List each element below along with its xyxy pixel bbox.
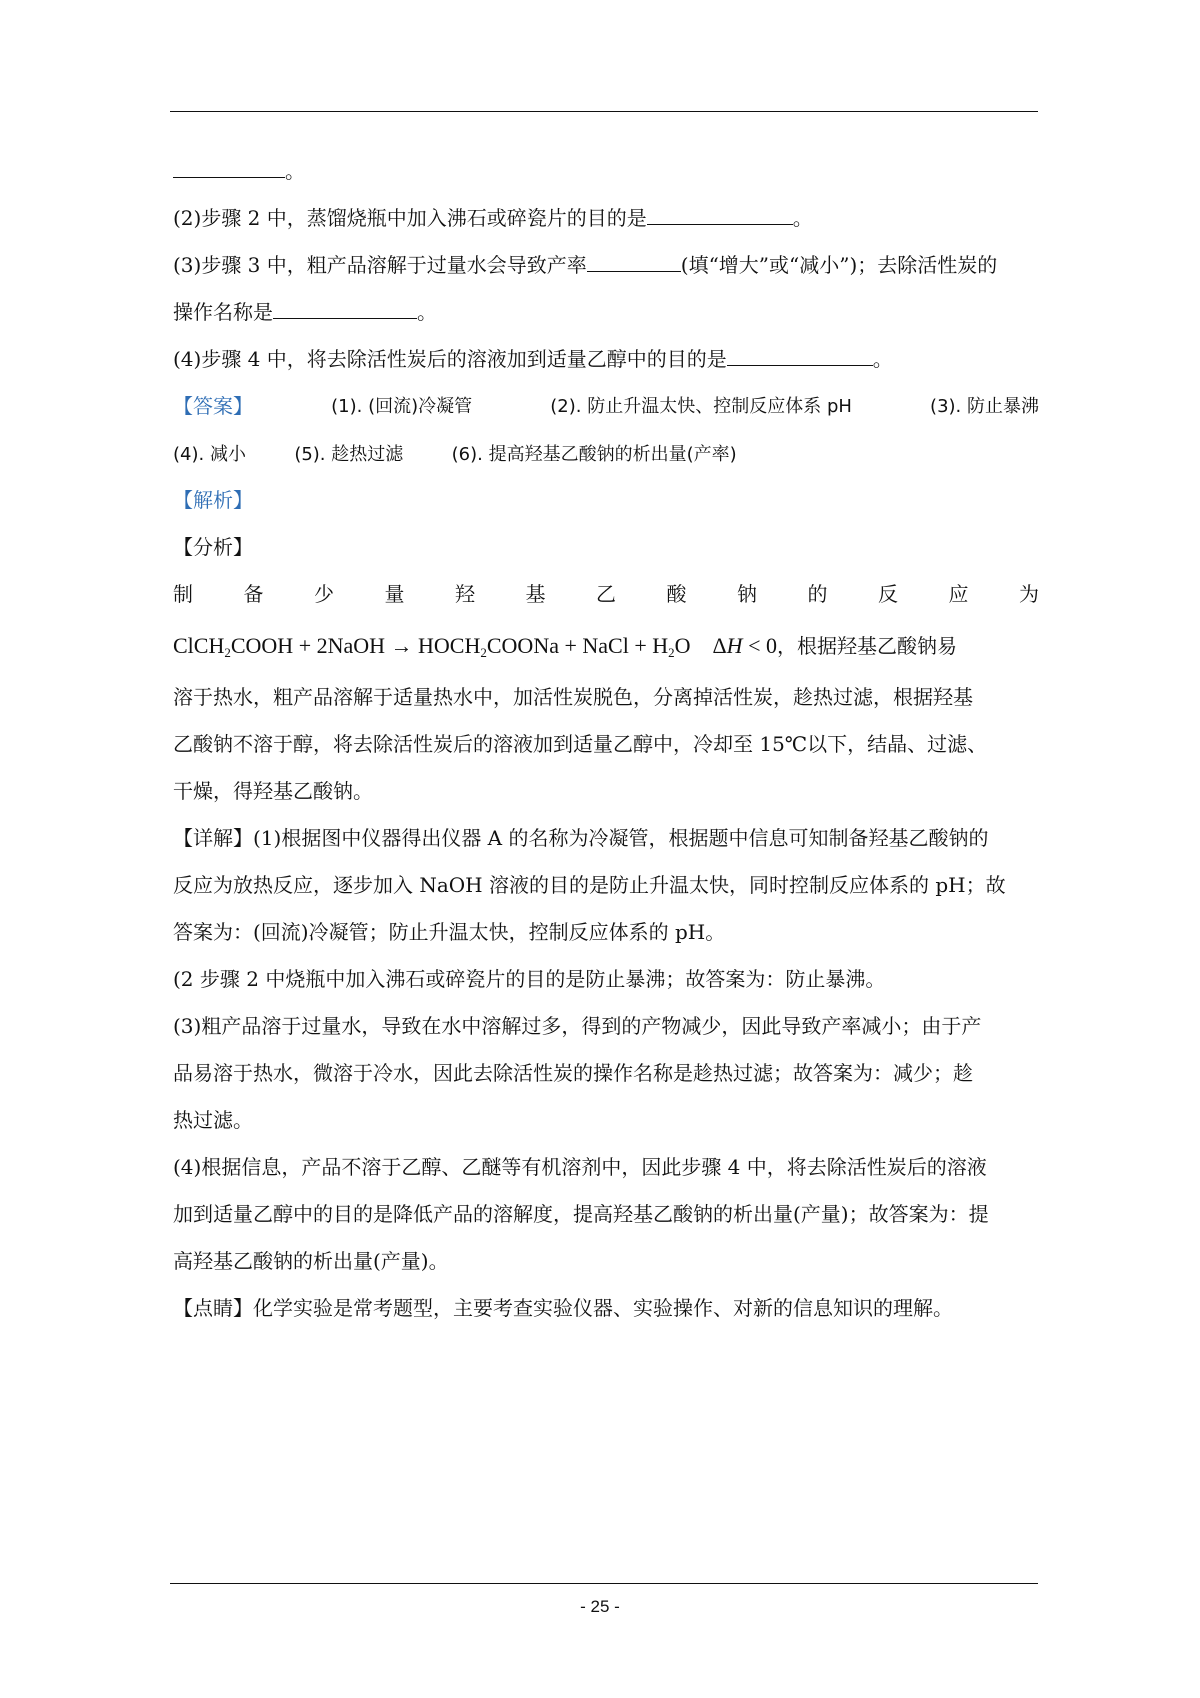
answer-item-3: (3). 防止暴沸: [930, 396, 1039, 417]
q1-answer-line: 。: [173, 148, 1039, 195]
question-3: (3)步骤 3 中，粗产品溶解于过量水会导致产率 (填“增大”或“减小”)；去除活性炭的: [173, 253, 998, 277]
footer-rule: [170, 1583, 1038, 1584]
analysis-heading: 【解析】: [173, 488, 253, 512]
answer-blank[interactable]: [727, 347, 873, 366]
detail-line-7: 热过滤。: [173, 1108, 253, 1132]
page-number: - 25 -: [580, 1597, 620, 1616]
answer-line-1: [173, 383, 1039, 430]
answer-tag: 【答案】: [173, 394, 253, 418]
detail-line-9: 加到适量乙醇中的目的是降低产品的溶解度，提高羟基乙酸钠的析出量(产量)；故答案为：提: [173, 1202, 989, 1226]
answer-item-2: (2). 防止升温太快、控制反应体系 pH: [550, 396, 852, 417]
fenxi-line-3: 干燥，得羟基乙酸钠。: [173, 779, 373, 803]
detail-line-1: 【详解】(1)根据图中仪器得出仪器 A 的名称为冷凝管，根据题中信息可知制备羟基乙酸钠的: [173, 826, 989, 850]
detail-line-4: (2 步骤 2 中烧瓶中加入沸石或碎瓷片的目的是防止暴沸；故答案为：防止暴沸。: [173, 967, 886, 991]
answer-blank[interactable]: [647, 206, 793, 225]
question-3-cont: 操作名称是 。: [173, 300, 437, 324]
answer-item-4: (4). 减小: [173, 444, 246, 465]
detail-line-10: 高羟基乙酸钠的析出量(产量)。: [173, 1249, 449, 1273]
detail-line-8: (4)根据信息，产品不溶于乙醇、乙醚等有机溶剂中，因此步骤 4 中，将去除活性炭后的溶液: [173, 1155, 987, 1179]
answer-line-2: [173, 430, 1039, 477]
reaction-equation-line: ClCH$_2$COOH + 2NaOH → $HOCH_2COONa$ + NaCl + $H_2O$ ΔH < 0，根据羟基乙酸钠易: [173, 633, 957, 660]
fenxi-line-2: 乙酸钠不溶于醇，将去除活性炭后的溶液加到适量乙醇中，冷却至 15℃以下，结晶、过滤、: [173, 732, 988, 756]
answer-item-5: (5). 趁热过滤: [294, 444, 404, 465]
question-2: (2)步骤 2 中，蒸馏烧瓶中加入沸石或碎瓷片的目的是 。: [173, 206, 813, 230]
detail-line-5: (3)粗产品溶于过量水，导致在水中溶解过多，得到的产物减少，因此导致产率减小；由于产: [173, 1014, 982, 1038]
fenxi-line-1: 溶于热水，粗产品溶解于适量热水中，加活性炭脱色，分离掉活性炭，趁热过滤，根据羟基: [173, 685, 973, 709]
answer-blank[interactable]: [273, 300, 417, 319]
fenxi-spread-line: 制 备 少 量 羟 基 乙 酸 钠 的 反 应 为: [173, 582, 1039, 606]
question-4: (4)步骤 4 中，将去除活性炭后的溶液加到适量乙醇中的目的是 。: [173, 347, 893, 371]
detail-line-2: 反应为放热反应，逐步加入 NaOH 溶液的目的是防止升温太快，同时控制反应体系的 pH；故: [173, 873, 1006, 897]
answer-item-1: (1). (回流)冷凝管: [331, 396, 473, 417]
page-content: [173, 148, 1039, 1332]
answer-item-6: (6). 提高羟基乙酸钠的析出量(产率): [451, 444, 737, 465]
dianjing-line: 【点睛】化学实验是常考题型，主要考查实验仪器、实验操作、对新的信息知识的理解。: [173, 1296, 953, 1320]
detail-line-3: 答案为：(回流)冷凝管；防止升温太快，控制反应体系的 pH。: [173, 920, 726, 944]
answer-blank[interactable]: [587, 253, 681, 272]
reaction-equation: ClCH$_2$COOH + 2NaOH → $HOCH_2COONa$ + NaCl + $H_2O$ ΔH < 0: [173, 633, 777, 660]
answer-blank[interactable]: [173, 159, 285, 178]
header-rule: [170, 111, 1038, 112]
detail-line-6: 品易溶于热水，微溶于冷水，因此去除活性炭的操作名称是趁热过滤；故答案为：减少；趁: [173, 1061, 973, 1085]
fenxi-heading: 【分析】: [173, 535, 253, 559]
